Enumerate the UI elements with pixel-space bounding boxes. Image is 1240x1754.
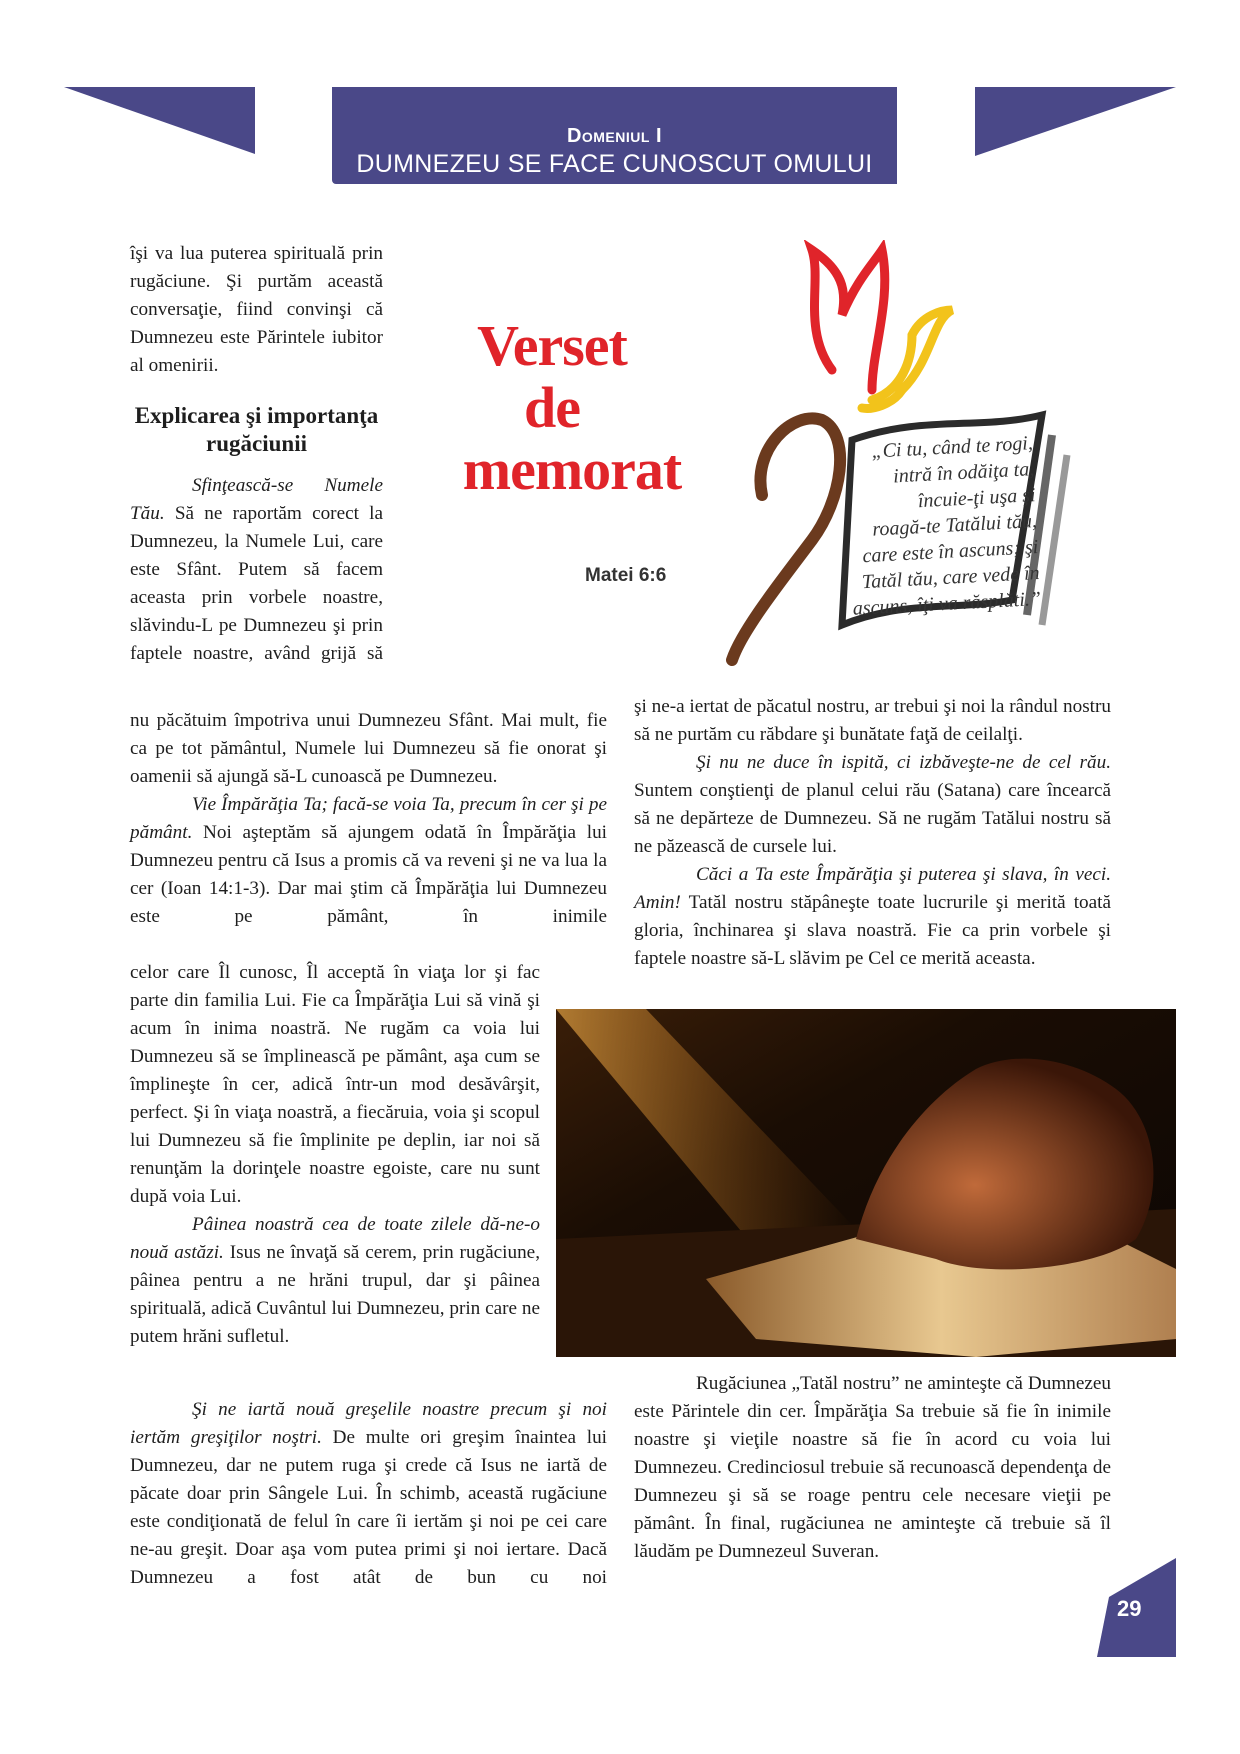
quote-line: ascuns, îţi va răsplăti.”: [852, 587, 1042, 620]
quote-line: intră în odăiţa ta,: [892, 458, 1035, 488]
body-text: şi ne-a iertat de păcatul nostru, ar trebui şi noi la rândul nostru să ne purtăm cu răbdare şi bunătate faţă de ceilalţi.: [634, 696, 1111, 745]
verse-reference: Matei 6:6: [585, 565, 667, 586]
prayer-phrase: Şi nu ne duce în ispită, ci izbăveşte-ne de cel rău.: [696, 752, 1111, 773]
verse-quote: [842, 430, 1041, 622]
verset-title: [402, 315, 702, 501]
verset-title-line: de: [524, 375, 580, 440]
body-text: De multe ori greşim înaintea lui Dumnezeu, dar ne putem ruga şi crede că Isus ne iartă de păcate doar prin Sângele Lui. În schimb, această rugăciune este condiţionată de felul în care îi iertăm şi noi pe cei care ne-au greşit. Doar aşa vom putea primi şi noi iertare. Dacă Dumnezeu a fost atât de bun cu noi: [130, 1427, 607, 1588]
body-text: Rugăciunea „Tatăl nostru” ne aminteşte că Dumnezeu este Părintele din cer. Împărăţia Sa trebuie să fie în inimile noastre şi vieţile noastre să fie în acord cu voia lui Dumnezeu. Credinciosul trebuie să recunoască dependenţa de Dumnezeu şi să se roage pentru cele necesare vieţii pe pământ. În final, rugăciunea ne aminteşte că trebuie să îl lăudăm pe Dumnezeul Suveran.: [634, 1373, 1111, 1562]
flame-icon: [812, 250, 885, 390]
prayer-phrase: Vie Împărăţia Ta; facă-se voia Ta, precum în cer şi pe pământ.: [130, 794, 607, 843]
section-heading: Explicarea şi importanţa rugăciunii: [134, 403, 379, 456]
intro-text: îşi va lua puterea spirituală prin rugăciune. Şi purtăm această conversaţie, fiind convinşi că Dumnezeu este Părintele iubitor al omenirii.: [130, 243, 383, 376]
body-text: Să ne raportăm corect la Dumnezeu, la Numele Lui, care este Sfânt. Putem să facem aceasta prin vorbele noastre, slăvindu-L pe Dumnezeu şi prin faptele noastre, având grijă să: [130, 503, 384, 664]
prayer-phrase: Pâinea noastră cea de toate zilele dă-ne-o nouă astăzi.: [130, 1214, 540, 1263]
shepherd-staff-icon: [732, 418, 840, 660]
right-paragraphs-top: [634, 693, 1111, 973]
verset-title-line: memorat: [462, 437, 682, 502]
chapter-banner: [332, 87, 897, 184]
paragraph-block-2: [130, 707, 607, 931]
verset-graphic: [402, 240, 1140, 670]
paragraph-sfinteasca-part1: [130, 472, 383, 668]
page-number-tab: [1097, 1558, 1176, 1657]
right-triangle: [975, 87, 1176, 156]
intro-paragraph: [130, 240, 383, 380]
page-number: 29: [1117, 1596, 1142, 1621]
praying-hands-photo: [556, 1009, 1176, 1357]
domain-label: Domeniul I: [566, 125, 663, 147]
quote-line: „Ci tu, când te rogi,: [870, 432, 1034, 463]
paragraph-block-4: [130, 1396, 607, 1592]
quote-line: Tatăl tău, care vede în: [861, 561, 1041, 594]
prayer-phrase: Sfinţească-se Numele Tău.: [130, 475, 383, 524]
body-text: Suntem conştienţi de planul celui rău (Satana) care încearcă să ne depărteze de Dumnezeu. Să ne rugăm Tatălui nostru să ne păzească de cursele lui.: [634, 780, 1111, 857]
quote-line: încuie-ţi uşa şi: [917, 484, 1037, 513]
quote-line: care este în ascuns; şi: [862, 536, 1039, 568]
paragraph-block-3: [130, 959, 540, 1351]
body-text: celor care Îl cunosc, Îl acceptă în viaţa lor şi fac parte din familia Lui. Fie ca Împărăţia Lui să vină şi acum în inima noastră. Ne rugăm ca voia lui Dumnezeu să se împlinească pe pământ, aşa cum se împlineşte în cer, adică într-un mod desăvârşit, perfect. Şi în viaţa noastră, a fiecăruia, voia şi scopul lui Dumnezeu să fie împlinite pe deplin, iar noi să renunţăm la dorinţele noastre egoiste, care nu sunt după voia Lui.: [130, 962, 540, 1207]
quote-line: roagă-te Tatălui tău,: [871, 510, 1038, 541]
body-text: Noi aşteptăm să ajungem odată în Împărăţia lui Dumnezeu pentru că Isus a promis că va reveni şi ne va lua la cer (Ioan 14:1-3). Dar mai ştim că Împărăţia lui Dumnezeu este pe pământ, în inimile: [130, 822, 607, 927]
body-text: nu păcătuim împotriva unui Dumnezeu Sfânt. Mai mult, fie ca pe tot pământul, Numele lui Dumnezeu să fie onorat şi oamenii să ajungă să-L cunoască pe Dumnezeu.: [130, 710, 607, 787]
prayer-phrase: Căci a Ta este Împărăţia şi puterea şi slava, în veci. Amin!: [634, 864, 1111, 913]
chapter-title: DUMNEZEU SE FACE CUNOSCUT OMULUI: [356, 150, 873, 178]
left-triangle: [64, 87, 255, 154]
body-text: Tatăl nostru stăpâneşte toate lucrurile şi merită toată gloria, închinarea şi slava noastră. Fie ca prin vorbele şi faptele noastre să-L slăvim pe Cel ce merită aceasta.: [634, 892, 1111, 969]
right-paragraph-conclusion: [634, 1370, 1111, 1566]
verset-title-line: Verset: [477, 313, 627, 378]
body-text: Isus ne învaţă să cerem, prin rugăciune, pâinea pentru a ne hrăni trupul, dar şi pâinea spirituală, adică Cuvântul lui Dumnezeu, prin care ne putem hrăni sufletul.: [130, 1242, 540, 1347]
prayer-phrase: Şi ne iartă nouă greşelile noastre precum şi noi iertăm greşiţilor noştri.: [130, 1399, 607, 1448]
